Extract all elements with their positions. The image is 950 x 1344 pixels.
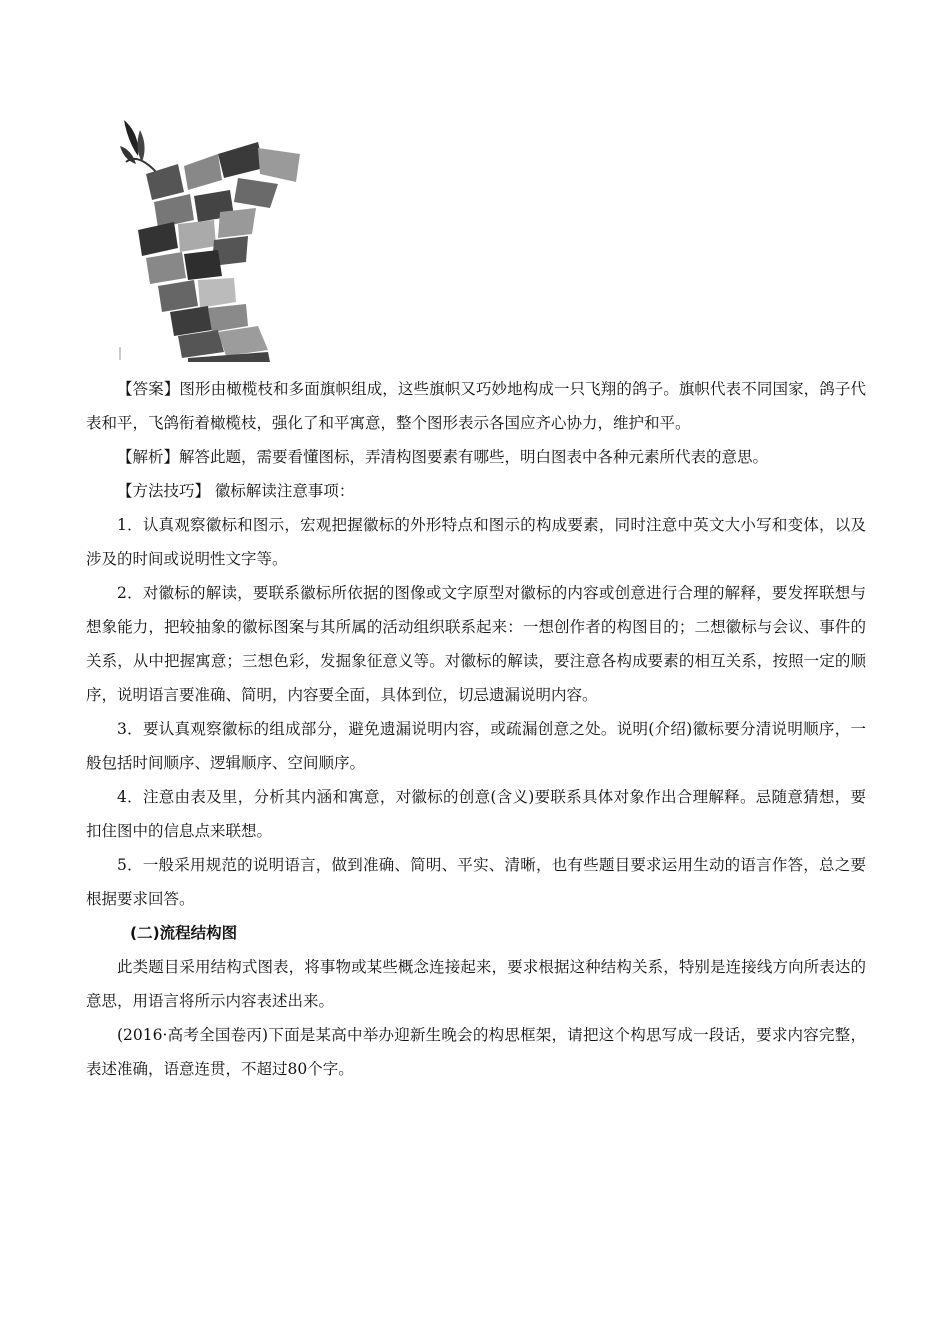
method-item-1: 1．认真观察徽标和图示，宏观把握徽标的外形特点和图示的构成要素，同时注意中英文大小写和变体，以及涉及的时间或说明性文字等。	[86, 516, 866, 568]
dove-flags-illustration	[118, 112, 308, 362]
section-title-flow-chart: (二)流程结构图	[130, 924, 238, 942]
document-body	[86, 372, 866, 1086]
method-item-2: 2．对徽标的解读，要联系徽标所依据的图像或文字原型对徽标的内容或创意进行合理的解释，要发挥联想与想象能力，把较抽象的徽标图案与其所属的活动组织联系起来：一想创作者的构图目的；二想徽标与会议、事件的关系，从中把握寓意；三想色彩，发掘象征意义等。对徽标的解读，要注意各构成要素的相互关系，按照一定的顺序，说明语言要准确、简明，内容要全面，具体到位，切忌遗漏说明内容。	[86, 584, 866, 704]
method-item-4: 4．注意由表及里，分析其内涵和寓意，对徽标的创意(含义)要联系具体对象作出合理解释。忌随意猜想，要扣住图中的信息点来联想。	[86, 788, 866, 840]
method-paragraph: 【方法技巧】 徽标解读注意事项：	[117, 482, 355, 500]
dove-flags-icon	[118, 112, 308, 362]
section-intro-paragraph: 此类题目采用结构式图表，将事物或某些概念连接起来，要求根据这种结构关系，特别是连接线方向所表达的意思，用语言将所示内容表述出来。	[86, 958, 866, 1010]
question-paragraph: (2016·高考全国卷丙)下面是某高中举办迎新生晚会的构思框架，请把这个构思写成一段话，要求内容完整，表述准确，语意连贯，不超过80个字。	[86, 1026, 866, 1078]
analysis-paragraph: 【解析】解答此题，需要看懂图标，弄清构图要素有哪些，明白图表中各种元素所代表的意思。	[117, 448, 769, 466]
method-item-5: 5．一般采用规范的说明语言，做到准确、简明、平实、清晰，也有些题目要求运用生动的语言作答，总之要根据要求回答。	[86, 856, 866, 908]
answer-paragraph: 【答案】图形由橄榄枝和多面旗帜组成，这些旗帜又巧妙地构成一只飞翔的鸽子。旗帜代表不同国家，鸽子代表和平，飞鸽衔着橄榄枝，强化了和平寓意，整个图形表示各国应齐心协力，维护和平。	[86, 380, 866, 432]
method-item-3: 3．要认真观察徽标的组成部分，避免遗漏说明内容，或疏漏创意之处。说明(介绍)徽标要分清说明顺序，一般包括时间顺序、逻辑顺序、空间顺序。	[86, 720, 866, 772]
